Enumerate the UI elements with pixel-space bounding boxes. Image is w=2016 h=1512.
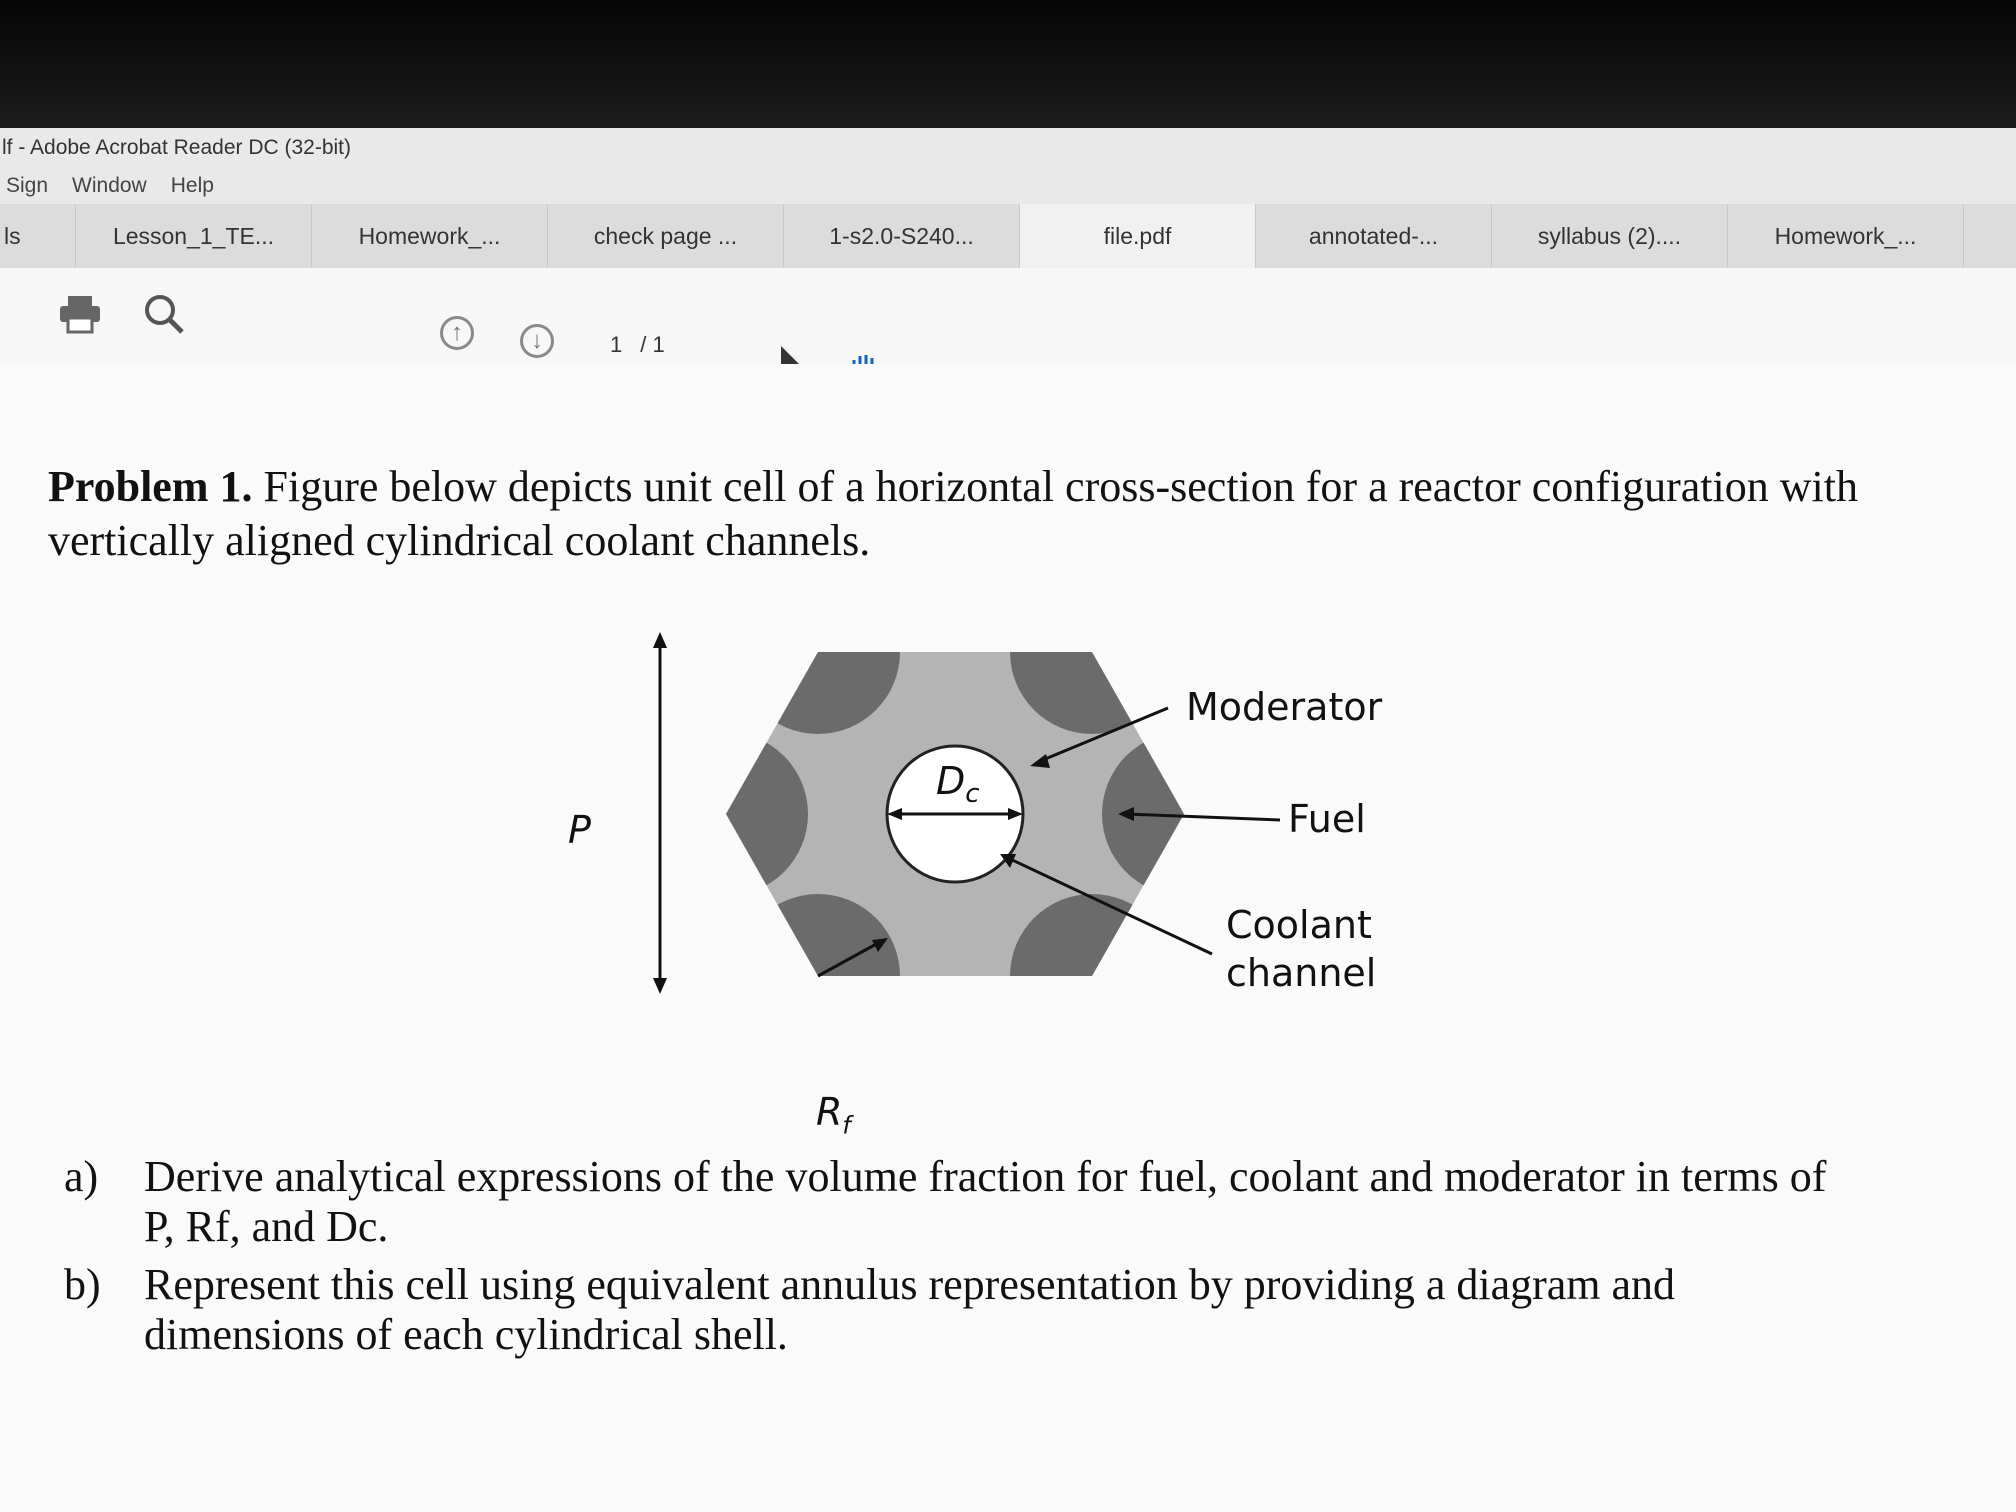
- menu-help[interactable]: Help: [170, 174, 214, 197]
- tab-strip: [0, 204, 2016, 269]
- problem-text: Figure below depicts unit cell of a horizontal cross-section for a reactor configuration with vertically aligned cylindrical coolant channels.: [48, 462, 1858, 565]
- part-a-line2: P, Rf, and Dc.: [144, 1202, 389, 1251]
- monitor-bezel: [0, 0, 2016, 128]
- page-down-icon[interactable]: ↓: [520, 324, 554, 358]
- tab-homework-2[interactable]: Homework_...: [1728, 204, 1964, 268]
- menu-window[interactable]: Window: [72, 174, 147, 197]
- problem-statement: [48, 460, 1938, 568]
- p-label: P: [568, 808, 591, 852]
- menu-sign[interactable]: Sign: [6, 174, 49, 197]
- part-a-line1: Derive analytical expressions of the volume fraction for fuel, coolant and moderator in terms of: [144, 1152, 1827, 1201]
- fuel-sector-left: [644, 732, 808, 896]
- page-up-icon[interactable]: ↑: [440, 316, 474, 350]
- tab-check-page[interactable]: check page ...: [548, 204, 784, 268]
- page-number-input[interactable]: 1: [610, 332, 623, 357]
- tab-tools[interactable]: ls: [0, 204, 76, 268]
- document-page: [0, 364, 2016, 1512]
- coolant-label-line1: Coolant: [1226, 903, 1372, 947]
- coolant-label-line2: channel: [1226, 951, 1377, 995]
- question-part-b: [64, 1260, 1884, 1360]
- rf-label: $R_f$: [816, 1090, 851, 1140]
- print-icon[interactable]: [56, 290, 104, 338]
- p-arrowhead-bottom: [653, 978, 667, 994]
- part-b-line1: Represent this cell using equivalent annulus representation by providing a diagram and: [144, 1260, 1676, 1309]
- menu-bar: [0, 168, 2016, 204]
- fuel-label: Fuel: [1288, 797, 1366, 841]
- tab-syllabus[interactable]: syllabus (2)....: [1492, 204, 1728, 268]
- tab-file-pdf[interactable]: file.pdf: [1020, 204, 1256, 268]
- p-arrowhead-top: [653, 632, 667, 648]
- tab-homework-1[interactable]: Homework_...: [312, 204, 548, 268]
- window-title: lf - Adobe Acrobat Reader DC (32-bit): [0, 128, 2016, 168]
- dc-label: $D_c$: [936, 759, 980, 809]
- search-icon[interactable]: [140, 290, 188, 338]
- fuel-sector-bottom-right: [1010, 894, 1174, 1058]
- moderator-label: Moderator: [1186, 685, 1383, 729]
- page-indicator: [610, 332, 665, 358]
- unit-cell-figure: [640, 624, 1440, 1104]
- toolbar: [0, 268, 2016, 365]
- part-b-label: b): [64, 1260, 101, 1309]
- tab-lesson-1[interactable]: Lesson_1_TE...: [76, 204, 312, 268]
- part-b-line2: dimensions of each cylindrical shell.: [144, 1310, 788, 1359]
- question-part-a: [64, 1152, 1884, 1252]
- tab-1-s2[interactable]: 1-s2.0-S240...: [784, 204, 1020, 268]
- problem-title: Problem 1.: [48, 462, 253, 511]
- page-total: / 1: [640, 332, 665, 357]
- part-a-label: a): [64, 1152, 99, 1201]
- tab-annotated[interactable]: annotated-...: [1256, 204, 1492, 268]
